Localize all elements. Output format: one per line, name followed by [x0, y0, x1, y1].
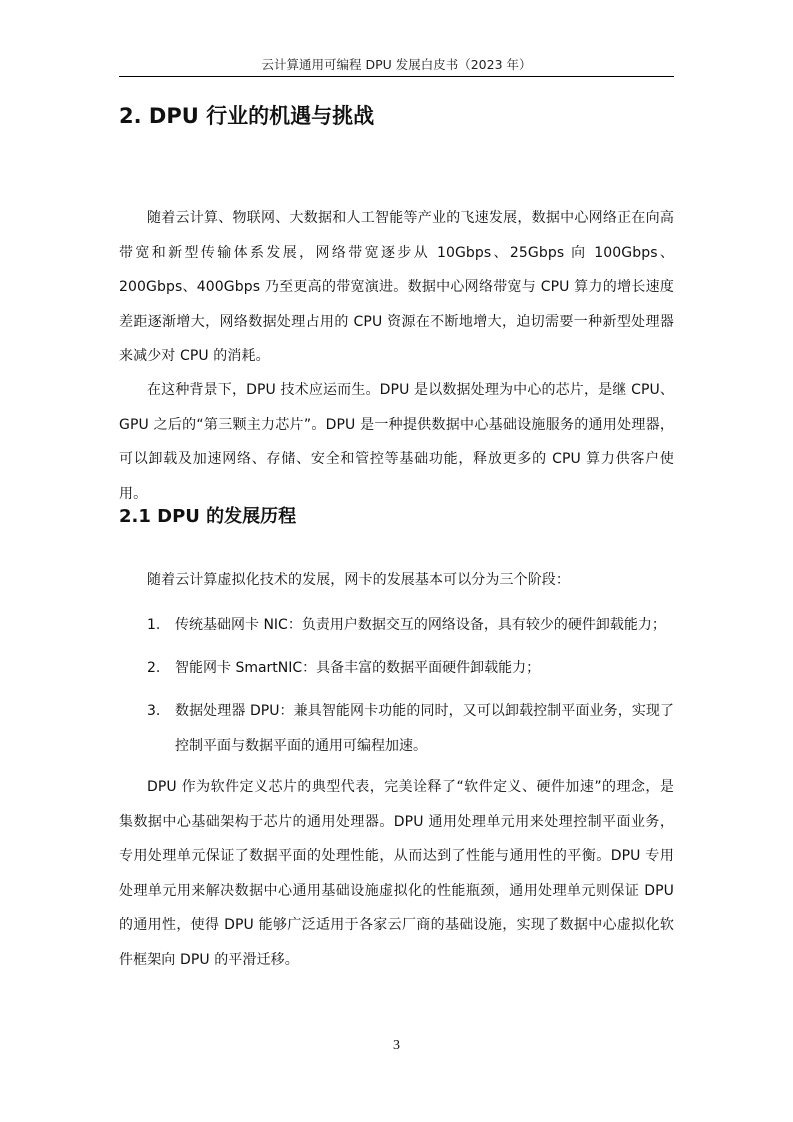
body-paragraph-1: 随着云计算、物联网、大数据和人工智能等产业的飞速发展，数据中心网络正在向高带宽和新型传输体系发展，网络带宽逐步从 10Gbps、25Gbps 向 100Gbps、200Gbps、400Gbps 乃至更高的带宽演进。数据中心网络带宽与 CPU 算力的增长速度差距逐渐增大，网络数据处理占用的 CPU 资源在不断地增大，迫切需要一种新型处理器来减少对 CPU 的消耗。 [119, 210, 674, 364]
subsection-heading: 2.1 DPU 的发展历程 [119, 506, 297, 527]
header-rule [119, 76, 674, 77]
list-text: 智能网卡 SmartNIC：具备丰富的数据平面硬件卸载能力； [175, 660, 541, 676]
closing-paragraph: DPU 作为软件定义芯片的典型代表，完美诠释了“软件定义、硬件加速”的理念，是集数据中心基础架构于芯片的通用处理器。DPU 通用处理单元用来处理控制平面业务，专用处理单元保证了数据平面的处理性能，从而达到了性能与通用性的平衡。DPU 专用处理单元用来解决数据中心通用基础设施虚拟化的性能瓶颈，通用处理单元则保证 DPU 的通用性，使得 DPU 能够广泛适用于各家云厂商的基础设施，实现了数据中心虚拟化软件框架向 DPU 的平滑迁移。 [119, 779, 674, 968]
list-item [147, 608, 674, 643]
body-paragraph-2: 在这种背景下，DPU 技术应运而生。DPU 是以数据处理为中心的芯片，是继 CPU、GPU 之后的“第三颗主力芯片”。DPU 是一种提供数据中心基础设施服务的通用处理器，可以卸载及加速网络、存储、安全和管控等基础功能，释放更多的 CPU 算力供客户使用。 [119, 382, 674, 502]
list-number: 1. [147, 617, 161, 633]
list-text: 传统基础网卡 NIC：负责用户数据交互的网络设备，具有较少的硬件卸载能力； [175, 617, 666, 633]
section-heading: 2. DPU 行业的机遇与挑战 [119, 104, 375, 128]
stage-list [147, 608, 674, 772]
list-text: 数据处理器 DPU：兼具智能网卡功能的同时，又可以卸载控制平面业务，实现了控制平面与数据平面的通用可编程加速。 [175, 703, 674, 754]
list-item [147, 651, 674, 686]
subsection-intro: 随着云计算虚拟化技术的发展，网卡的发展基本可以分为三个阶段： [147, 572, 570, 588]
list-number: 3. [147, 703, 161, 719]
list-item [147, 694, 674, 763]
running-header: 云计算通用可编程 DPU 发展白皮书（2023 年） [261, 57, 532, 72]
page-number: 3 [393, 1038, 400, 1053]
list-number: 2. [147, 660, 161, 676]
